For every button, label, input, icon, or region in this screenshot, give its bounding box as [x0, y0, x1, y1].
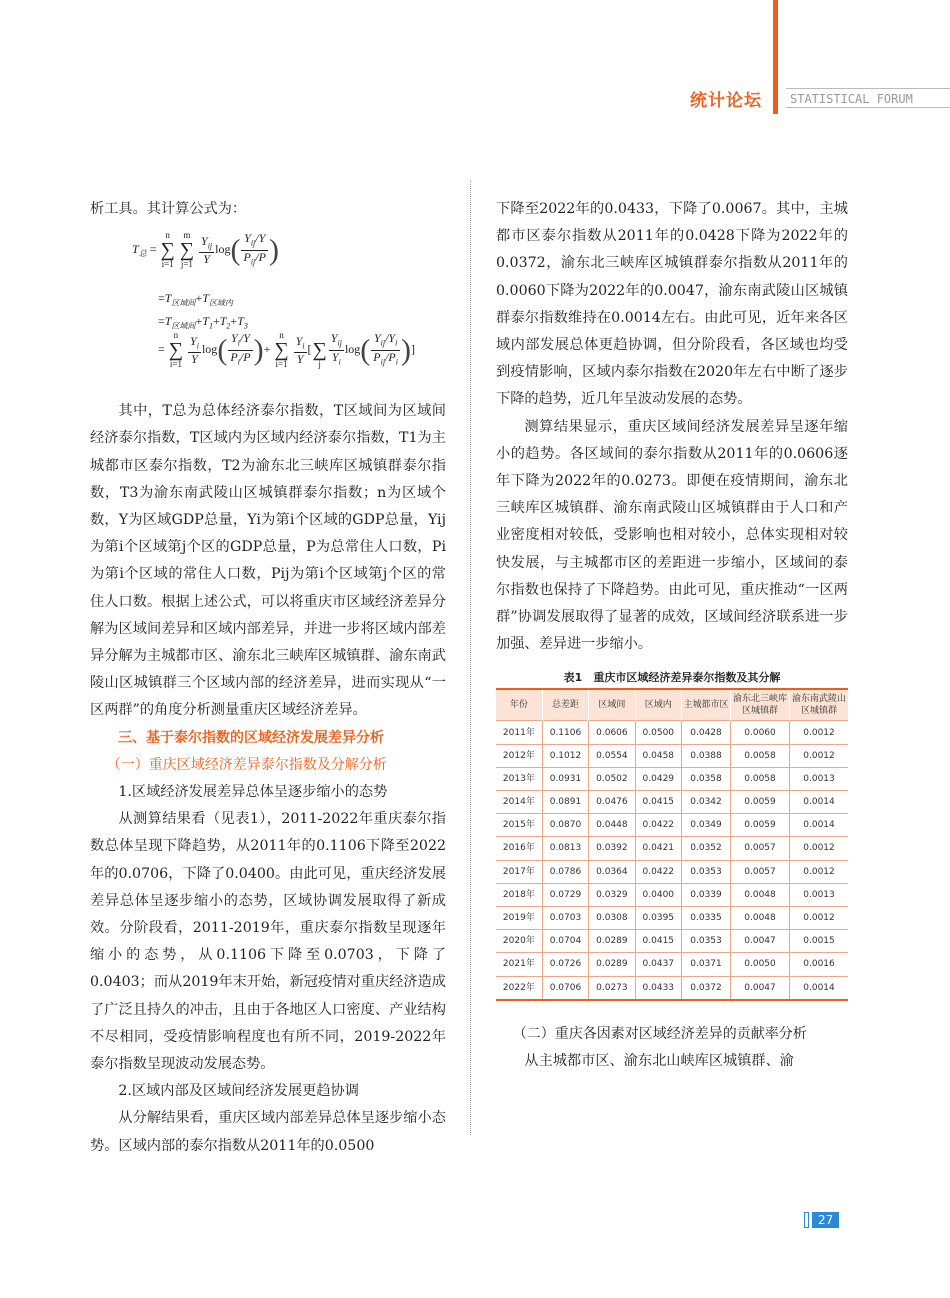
section-3-title: 三、基于泰尔指数的区域经济发展差异分析 [118, 729, 384, 746]
table-cell: 0.0726 [542, 953, 588, 976]
variable-definitions: 其中，T总为总体经济泰尔指数，T区域间为区域间经济泰尔指数，T区域内为区域内经济泰尔指数，T1为主城都市区泰尔指数，T2为渝东北三峡库区城镇群泰尔指数，T3为渝东南武陵山区城镇群泰尔指数；n为区域个数，Y为区域GDP总量，Yi为第i个区域的GDP总量，Yij为第i个区域第j个区的GDP总量，P为总常住人口数，Pi为第i个区域的常住人口数，Pij为第i个区域第j个区的常住人口数。根据上述公式，可以将重庆市区域经济差异分解为区域间差异和区域内部差异，并进一步将区域内部差异分解为主城都市区、渝东北三峡库区城镇群、渝东南武陵山区城镇群三个区域内部的经济差异，进而实现从“一区两群”的角度分析测量重庆区域经济差异。 [90, 403, 446, 719]
table-cell: 0.0308 [589, 906, 635, 929]
table-cell: 2014年 [496, 791, 542, 814]
table-row [496, 953, 848, 976]
table-cell: 0.0013 [790, 767, 849, 790]
table-cell: 0.0289 [589, 953, 635, 976]
table-cell: 0.0289 [589, 930, 635, 953]
table-row [496, 883, 848, 906]
formula-line-3: $=T_{区域间}+T_1+T_2+T_3$ [158, 314, 248, 331]
table-cell: 0.0012 [790, 837, 849, 860]
table-cell: 0.0458 [635, 744, 681, 767]
table-cell: 2011年 [496, 721, 542, 744]
table-header: 区域内 [635, 689, 681, 721]
table-cell: 0.0349 [682, 814, 731, 837]
table-cell: 2013年 [496, 767, 542, 790]
table-header: 区域间 [589, 689, 635, 721]
table-cell: 0.0059 [731, 814, 790, 837]
table-cell: 2018年 [496, 883, 542, 906]
table-cell: 0.0422 [635, 814, 681, 837]
table-cell: 0.0050 [731, 953, 790, 976]
table-cell: 0.0500 [635, 721, 681, 744]
table-cell: 0.0372 [682, 976, 731, 1000]
table-cell: 0.0400 [635, 883, 681, 906]
table-caption: 表1 重庆市区域经济差异泰尔指数及其分解 [563, 671, 781, 685]
table-cell: 0.0012 [790, 906, 849, 929]
subsection-2-title: （二）重庆各因素对区域经济差异的贡献率分析 [512, 1025, 807, 1042]
column-subtitle: STATISTICAL FORUM [786, 88, 950, 108]
formula-lead: 析工具。其计算公式为： [90, 201, 247, 217]
table-cell: 2019年 [496, 906, 542, 929]
table-row [496, 721, 848, 744]
page-marker-icon [804, 1212, 809, 1228]
table-cell: 0.0395 [635, 906, 681, 929]
table-cell: 2017年 [496, 860, 542, 883]
table-cell: 0.0703 [542, 906, 588, 929]
table-header: 渝东北三峡库区城镇群 [731, 689, 790, 721]
table-cell: 0.0502 [589, 767, 635, 790]
table-cell: 0.0012 [790, 744, 849, 767]
last-paragraph: 从主城都市区、渝东北山峡库区城镇群、渝 [524, 1052, 794, 1069]
table-row [496, 906, 848, 929]
table-cell: 0.0392 [589, 837, 635, 860]
left-column [90, 196, 446, 1160]
column-title: 统计论坛 [690, 91, 762, 111]
column-divider [470, 180, 471, 1135]
table-row [496, 744, 848, 767]
table-cell: 0.0729 [542, 883, 588, 906]
table-cell: 0.0415 [635, 791, 681, 814]
table-row [496, 767, 848, 790]
table-cell: 0.0353 [682, 860, 731, 883]
table-cell: 0.0704 [542, 930, 588, 953]
table-cell: 0.0429 [635, 767, 681, 790]
table-cell: 0.0813 [542, 837, 588, 860]
table-cell: 0.0014 [790, 976, 849, 1000]
table-cell: 0.0057 [731, 837, 790, 860]
table-cell: 0.0388 [682, 744, 731, 767]
formula-line-1: $T_总 = n$ ∑ i=1 m ∑ j=1 $\frac{Y_{ij}}{Y}$ log( $\frac{Y_{ij}/Y}{P_{ij}/P}$ ) [132, 230, 279, 270]
table-header: 年份 [496, 689, 542, 721]
table-cell: 0.0058 [731, 767, 790, 790]
table-cell: 0.0358 [682, 767, 731, 790]
table-cell: 0.0415 [635, 930, 681, 953]
table-cell: 0.0013 [790, 883, 849, 906]
table-cell: 0.0870 [542, 814, 588, 837]
table-cell: 0.0352 [682, 837, 731, 860]
table-cell: 0.0433 [635, 976, 681, 1000]
right-paragraph-2: 测算结果显示，重庆区域间经济发展差异呈逐年缩小的趋势。各区域间的泰尔指数从2011年的0.0606逐年下降为2022年的0.0273。即便在疫情期间，渝东北三峡库区城镇群、渝东南武陵山区城镇群由于人口和产业密度相对较低，受影响也相对较小，总体实现相对较快发展，与主城都市区的差距进一步缩小，区域间的泰尔指数也保持了下降趋势。由此可见，重庆推动“一区两群”协调发展取得了显著的成效，区域间经济联系进一步加强、差异进一步缩小。 [496, 418, 848, 653]
table-cell: 0.0448 [589, 814, 635, 837]
table-cell: 0.0335 [682, 906, 731, 929]
table-cell: 0.0891 [542, 791, 588, 814]
table-cell: 0.0786 [542, 860, 588, 883]
table-cell: 2012年 [496, 744, 542, 767]
table-cell: 2015年 [496, 814, 542, 837]
table-row [496, 814, 848, 837]
table-cell: 0.1012 [542, 744, 588, 767]
table-cell: 0.0606 [589, 721, 635, 744]
table-cell: 0.0353 [682, 930, 731, 953]
subsection-1-title: （一）重庆区域经济差异泰尔指数及分解分析 [106, 756, 387, 773]
table-cell: 0.0364 [589, 860, 635, 883]
table-row [496, 930, 848, 953]
table-cell: 0.0014 [790, 814, 849, 837]
table-row [496, 976, 848, 1000]
point-2-text: 从分解结果看，重庆区域内部差异总体呈逐步缩小态势。区域内部的泰尔指数从2011年的0.0500 [90, 1110, 446, 1154]
header-accent-bar [773, 0, 778, 114]
table-cell: 0.0371 [682, 953, 731, 976]
table-cell: 0.0057 [731, 860, 790, 883]
table-header-row [496, 689, 848, 721]
table-cell: 0.0012 [790, 860, 849, 883]
point-1-title: 1.区域经济发展差异总体呈逐步缩小的态势 [118, 784, 388, 801]
formula-line-4: = n ∑ i=1 $\frac{Y_i}{Y}$ log( $\frac{Y_i/Y}{P_i/P}$ )+ n ∑ i=1 $\frac{Y_i}{Y}$ [ ∑ j $\frac{Y_{ij}}{Y_i}$ log( $\frac{Y_{ij}/Y_i}{P_{ij}/P_i}$ )] [158, 330, 415, 370]
table-cell: 0.0060 [731, 721, 790, 744]
table-cell: 2016年 [496, 837, 542, 860]
table-cell: 0.0014 [790, 791, 849, 814]
page-number: 27 [812, 1212, 839, 1228]
table-cell: 0.0421 [635, 837, 681, 860]
table-cell: 0.0015 [790, 930, 849, 953]
table-cell: 0.0476 [589, 791, 635, 814]
table-cell: 0.0706 [542, 976, 588, 1000]
table-header: 总差距 [542, 689, 588, 721]
table-cell: 0.0048 [731, 906, 790, 929]
table-cell: 0.0931 [542, 767, 588, 790]
theil-formula [90, 223, 446, 398]
table-cell: 0.0048 [731, 883, 790, 906]
table-cell: 0.0016 [790, 953, 849, 976]
table-cell: 0.1106 [542, 721, 588, 744]
table-body [496, 721, 848, 1000]
table-cell: 0.0273 [589, 976, 635, 1000]
table-cell: 2020年 [496, 930, 542, 953]
table-cell: 2022年 [496, 976, 542, 1000]
table-cell: 0.0058 [731, 744, 790, 767]
table-cell: 0.0422 [635, 860, 681, 883]
table-cell: 0.0047 [731, 976, 790, 1000]
table-cell: 0.0059 [731, 791, 790, 814]
table-cell: 0.0329 [589, 883, 635, 906]
theil-index-table [496, 688, 848, 1000]
table-header: 主城都市区 [682, 689, 731, 721]
point-2-title: 2.区域内部及区域间经济发展更趋协调 [118, 1083, 359, 1100]
right-column [496, 196, 848, 1075]
right-paragraph-1: 下降至2022年的0.0433，下降了0.0067。其中，主城都市区泰尔指数从2011年的0.0428下降为2022年的0.0372，渝东北三峡库区城镇群泰尔指数从2011年的0.0060下降为2022年的0.0047，渝东南武陵山区城镇群泰尔指数维持在0.0014左右。由此可见，近年来各区域内部发展总体更趋协调，但分阶段看，各区域也均受到疫情影响，区域内泰尔指数在2020年左右中断了逐步下降的趋势，近几年呈波动发展的态势。 [496, 201, 848, 408]
table-header: 渝东南武陵山区城镇群 [790, 689, 849, 721]
table-cell: 0.0342 [682, 791, 731, 814]
formula-line-2: $=T_{区域间}+T_{区域内}$ [158, 291, 233, 308]
table-cell: 0.0012 [790, 721, 849, 744]
table-cell: 0.0437 [635, 953, 681, 976]
table-cell: 0.0339 [682, 883, 731, 906]
point-1-text: 从测算结果看（见表1），2011-2022年重庆泰尔指数总体呈现下降趋势，从2011年的0.1106下降至2022年的0.0706，下降了0.0400。由此可见，重庆经济发展差异总体呈逐步缩小的态势，区域协调发展取得了新成效。分阶段看，2011-2019年，重庆泰尔指数呈现逐年缩小的态势，从0.1106下降至0.0703，下降了0.0403；而从2019年末开始，新冠疫情对重庆经济造成了广泛且持久的冲击，且由于各地区人口密度、产业结构不尽相同，受疫情影响程度也有所不同，2019-2022年泰尔指数呈现波动发展态势。 [90, 811, 446, 1073]
table-cell: 0.0554 [589, 744, 635, 767]
table-row [496, 837, 848, 860]
table-row [496, 791, 848, 814]
table-cell: 2021年 [496, 953, 542, 976]
table-cell: 0.0428 [682, 721, 731, 744]
table-row [496, 860, 848, 883]
table-cell: 0.0047 [731, 930, 790, 953]
page-number-badge [804, 1212, 839, 1228]
